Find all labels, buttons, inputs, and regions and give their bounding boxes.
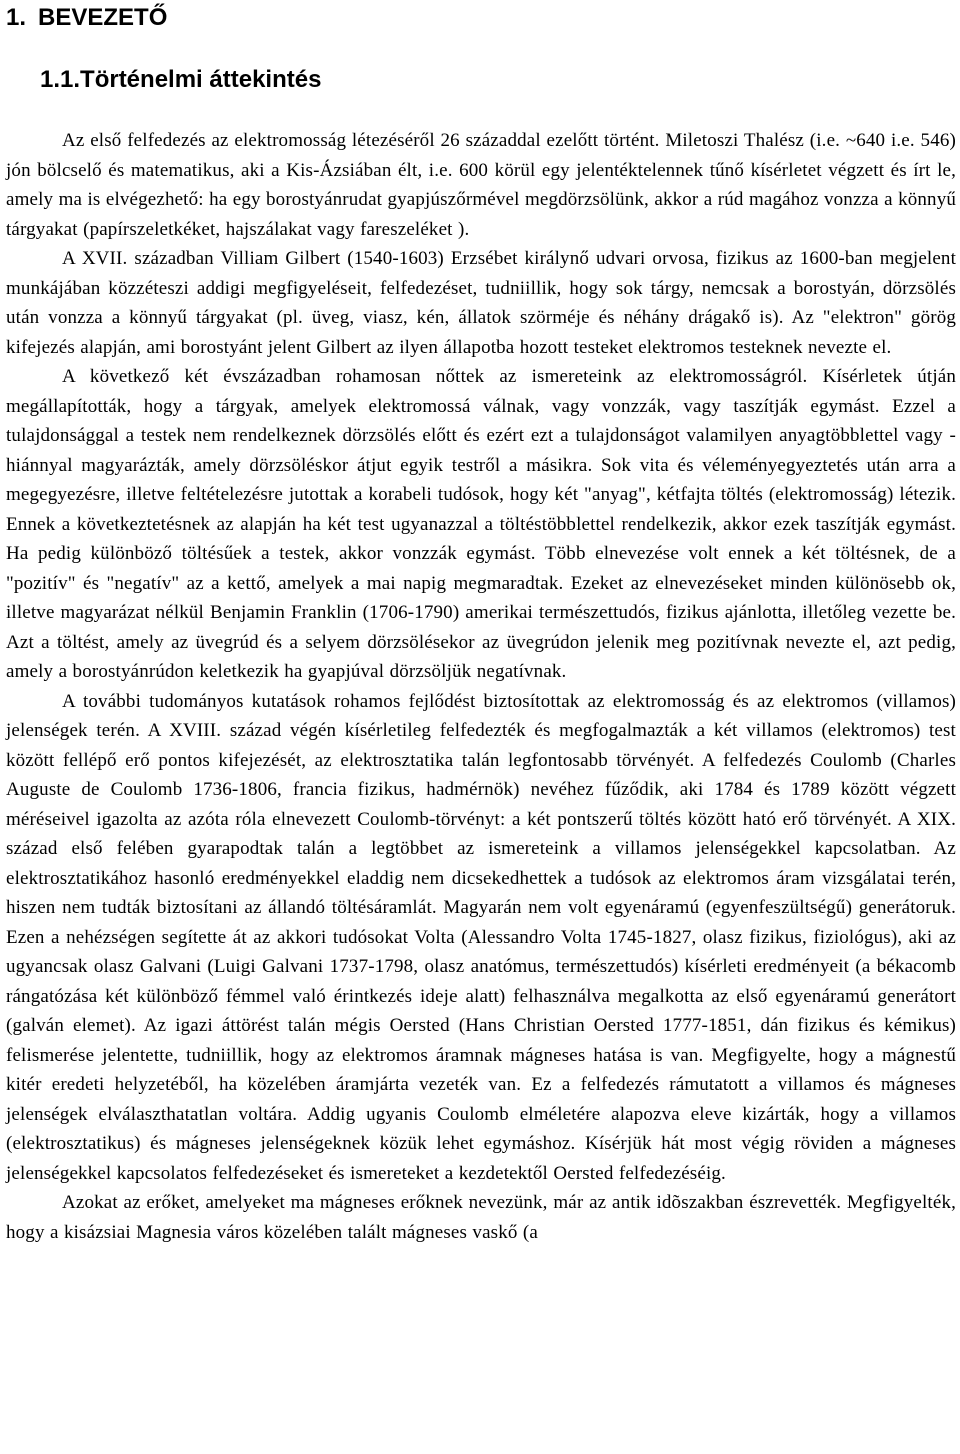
chapter-heading	[6, 2, 167, 34]
document-body	[6, 126, 956, 1247]
chapter-number: 1.	[6, 4, 27, 31]
paragraph-charges: A következő két évszázadban rohamosan nőttek az ismereteink az elektromosságról. Kísérletek útján megállapították, hogy a tárgyak, amelyek elektromossá válnak, vagy vonzzák, vagy taszítják egymást. Ezzel a tulajdonsággal a testek nem rendelkeznek dörzsölés előtt és ezért ezt a tulajdonságot valamilyen anyagtöbblettel vagy -hiánnyal magyarázták, amely dörzsöléskor átjut egyik testről a másikra. Sok vita és véleményegyeztetés után arra a megegyezésre, illetve feltételezésre jutottak a korabeli tudósok, hogy két "anyag", kétfajta töltés (elektromosság) létezik. Ennek a következtetésnek az alapján ha két test ugyanazzal a töltéstöbblettel rendelkezik, akkor ezek taszítják egymást. Ha pedig különböző töltésűek a testek, akkor vonzzák egymást. Több elnevezése volt ennek a két töltésnek, de a "pozitív" és "negatív" az a kettő, amelyek a mai napig megmaradtak. Ezeket az elnevezéseket minden különösebb ok, illetve magyarázat nélkül Benjamin Franklin (1706-1790) amerikai természettudós, fizikus ajánlotta, illetőleg vezette be. Azt a töltést, amely az üvegrúd és a selyem dörzsölésekor az üvegrúdon jelenik meg pozitívnak nevezte el, azt pedig, amely a borostyánrúdon keletkezik ha gyapjúval dörzsöljük negatívnak.	[6, 366, 956, 682]
paragraph-coulomb-volta-oersted: A további tudományos kutatások rohamos fejlődést biztosítottak az elektromosság és az elektromos (villamos) jelenségek terén. A XVIII. század végén kísérletileg felfedezték és megfogalmazták a két villamos (elektromos) test között fellépő erő pontos kifejezését, az elektrosztatika talán legfontosabb törvényét. A felfedezés Coulomb (Charles Auguste de Coulomb 1736-1806, francia fizikus, hadmérnök) nevéhez fűződik, aki 1784 és 1789 között végzett méréseivel igazolta az azóta róla elnevezett Coulomb-törvényt: a két pontszerű töltés között ható erő törvényét. A XIX. század első felében gyarapodtak talán a legtöbbet az ismereteink a villamos jelenségekkel kapcsolatban. Az elektrosztatikához hasonló eredményekkel eladdig nem dicsekedhettek a tudósok az elektromos áram vizsgálatai terén, hiszen nem tudták biztosítani az állandó töltésáramlát. Magyarán nem volt egyenáramú (egyenfeszültségű) generátoruk. Ezen a nehézségen segítette át az akkori tudósokat Volta (Alessandro Volta 1745-1827, olasz fizikus, fiziológus), aki az ugyancsak olasz Galvani (Luigi Galvani 1737-1798, olasz anatómus, természettudós) kísérleti eredményeit (a békacomb rángatózása két különböző fémmel való érintkezés ideje alatt) felhasználva megalkotta az első egyenáramú generátort (galván elemet). Az igazi áttörést talán mégis Oersted (Hans Christian Oersted 1777-1851, dán fizikus és kémikus) felismerése jelentette, tudniillik, hogy az elektromos áramnak mágneses hatása is van. Megfigyelte, hogy a mágnestű kitér eredeti helyzetéből, ha közelében áramjárta vezeték van. Ez a felfedezés rámutatott a villamos és mágneses jelenségek elválaszthatatlan voltára. Addig ugyanis Coulomb elméletére alapozva eleve kizárták, hogy a villamos (elektrosztatikus) és mágneses jelenségeknek közük lehet egymáshoz. Kísérjük hát most végig röviden a mágneses jelenségekkel kapcsolatos felfedezéseket és ismereteket a kezdetektől Oersted felfedezéséig.	[6, 690, 956, 1184]
paragraph-thales: Az első felfedezés az elektromosság létezéséről 26 századdal ezelőtt történt. Miletoszi Thalész (i.e. ~640 i.e. 546) jón bölcselő és matematikus, aki a Kis-Ázsiában élt, i.e. 600 körül egy jelentéktelennek tűnő kísérletet végzett és írt le, amely ma is elvégezhető: ha egy borostyánrudat gyapjúszőrmével megdörzsölünk, akkor a rúd magához vonzza a könnyű tárgyakat (papírszeletkéket, hajszálakat vagy fareszeléket ).	[6, 130, 956, 240]
paragraph-magnetism: Azokat az erőket, amelyeket ma mágneses erőknek nevezünk, már az antik idõszakban észrevették. Megfigyelték, hogy a kisázsiai Magnesia város közelében talált mágneses vaskő (a	[6, 1192, 956, 1243]
section-heading: 1.1.Történelmi áttekintés	[40, 66, 322, 93]
chapter-title: BEVEZETŐ	[38, 4, 168, 31]
paragraph-gilbert: A XVII. században Villiam Gilbert (1540-1603) Erzsébet királynő udvari orvosa, fizikus az 1600-ban megjelent munkájában közzéteszi addigi megfigyeléseit, felfedezéset, tudniillik, hogy sok tárgy, nemcsak a borostyán, dörzsölés után vonzza a könnyű tárgyakat (pl. üveg, viasz, kén, állatok szörméje és néhány drágakő is). Az "elektron" görög kifejezés alapján, ami borostyánt jelent Gilbert az ilyen állapotba hozott testeket elektromos testeknek nevezte el.	[6, 248, 956, 358]
